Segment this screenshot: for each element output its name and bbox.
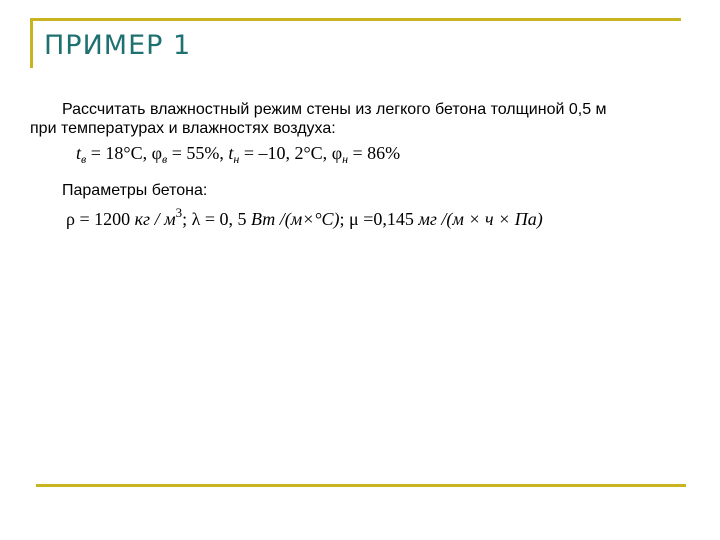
accent-rule-top (30, 18, 681, 21)
formula-value: λ = 0, 5 (191, 209, 251, 229)
params-label: Параметры бетона: (62, 182, 208, 199)
formula-subscript: в (81, 152, 87, 166)
formula-value: = 18°C, (86, 143, 152, 163)
formula-value: μ =0,145 (349, 209, 419, 229)
formula-value: = 86% (348, 143, 401, 163)
concrete-params-formula (66, 205, 543, 230)
page-title: ПРИМЕР 1 (44, 30, 192, 61)
formula-symbol: φ (151, 143, 162, 163)
formula-value: ρ = 1200 (66, 209, 135, 229)
formula-separator: ; (339, 209, 350, 229)
task-line-1: Рассчитать влажностный режим стены из легкого бетона толщиной 0,5 м (62, 101, 607, 118)
task-line-2: при температурах и влажностях воздуха: (30, 120, 336, 137)
formula-unit: мг /(м × ч × Па) (418, 209, 543, 229)
accent-bar-vertical (30, 18, 33, 68)
formula-subscript: н (233, 152, 240, 166)
formula-symbol: φ (331, 143, 343, 163)
formula-value: = –10, 2°C, (239, 143, 332, 163)
formula-subscript: н (342, 152, 349, 166)
formula-unit: Вт /(м×°С) (250, 209, 340, 229)
formula-value: = 55%, (167, 143, 229, 163)
formula-separator: ; (182, 209, 192, 229)
formula-exponent: 3 (175, 205, 183, 220)
formula-unit: кг / м (134, 209, 176, 229)
formula-symbol: t (76, 143, 82, 163)
formula-subscript: в (161, 152, 168, 166)
task-text (30, 100, 670, 138)
accent-rule-bottom (36, 484, 686, 487)
air-conditions-formula (76, 143, 400, 167)
formula-symbol: t (228, 143, 234, 163)
